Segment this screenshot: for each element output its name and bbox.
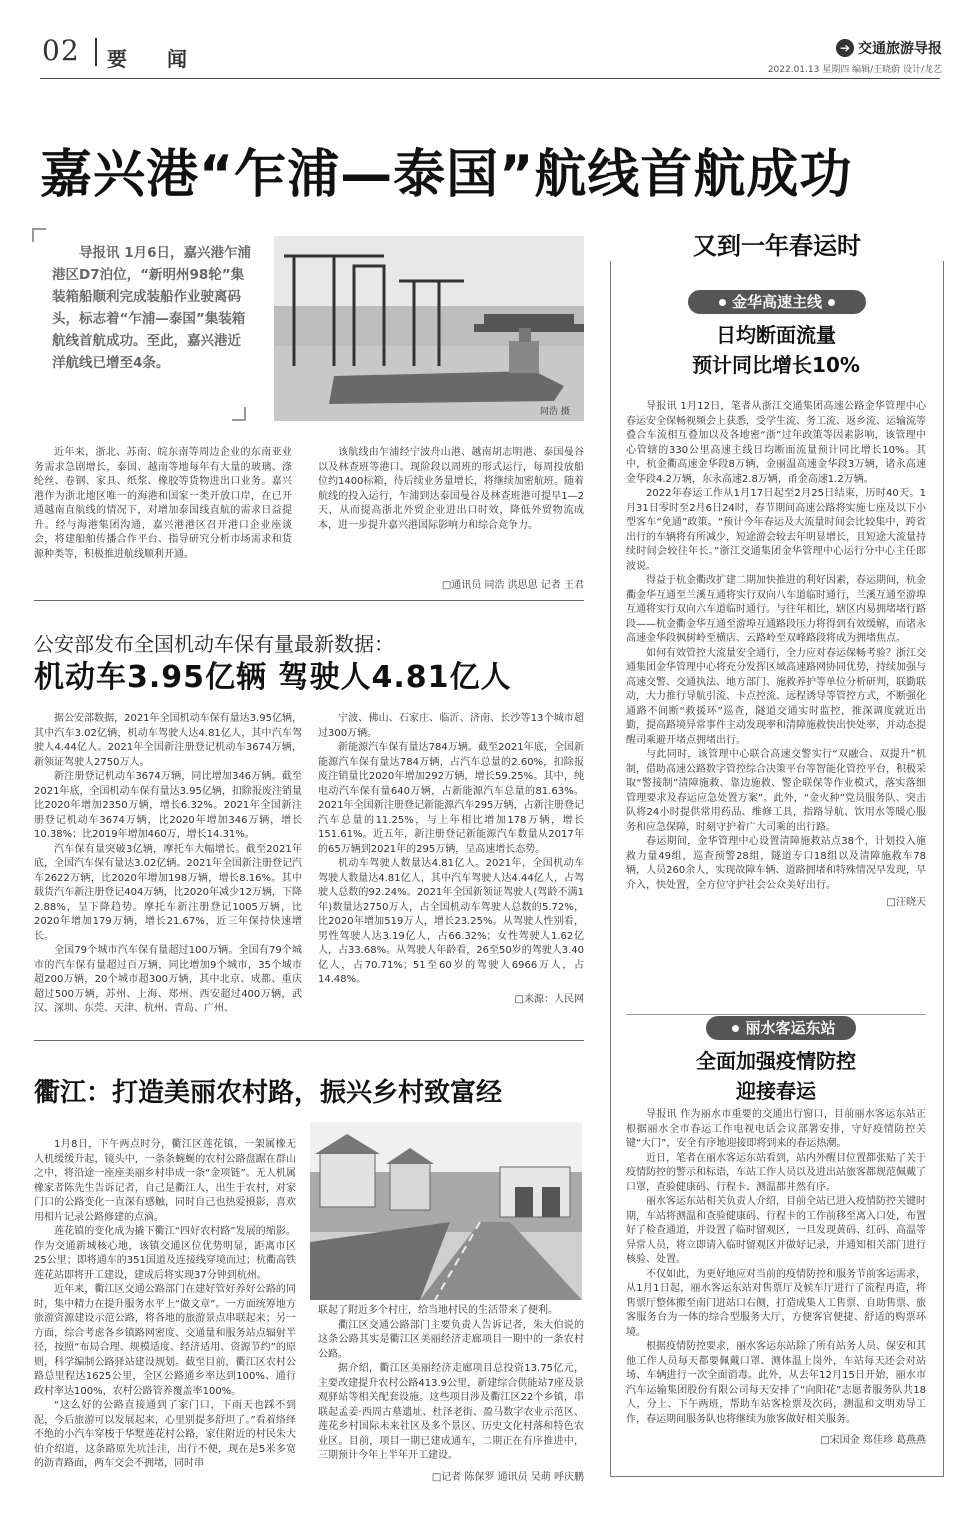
story3-paragraph: 联起了附近多个村庄，给当地村民的生活带来了便利。 xyxy=(318,1305,558,1316)
port-photo xyxy=(274,236,584,421)
sidebar-paragraph: 导报讯 作为丽水市重要的交通出行窗口，目前丽水客运东站正根据丽水全市春运工作电视电话会议部署安排，守好疫情防控关键“大门”，安全有序地迎接即将到来的春运热潮。 xyxy=(626,1109,926,1149)
story1-body-left: 近年来，浙北、苏南、皖东南等周边企业的东南亚业务需求急剧增长，泰国、越南等地每年有大量的玻璃、涤纶丝、卷钢、家具、纸浆、橡胶等货物进出口业务。嘉兴港作为浙北地区唯一的海港和国家一类开放口岸，在已开通越南直航线的情况下，对增加泰国线直航的需求日益提升。经与海港集团沟通，嘉兴港港区召开港口企业座谈会，将建船舶传播合作平台、指导研究分析市场需求和货源种类等，积极推进航线顺利开通。 xyxy=(34,447,292,560)
story2-byline: □来源：人民网 xyxy=(514,993,584,1005)
sidebar-part2-head-line: 迎接春运 xyxy=(736,1079,816,1103)
story1-body-right: 该航线由乍浦经宁波舟山港、越南胡志明港、泰国曼谷以及林查班等港口。现阶段以周班的形式运行，每周投放船位约1400标箱，待后续业务量增长，将继续加密航班。随着航线的投入运行，乍浦到达泰国曼谷及林查班港可提早1—2天，从而提高浙北外贸企业进出口时效，降低外贸物流成本，进一步提升嘉兴港国际影响力和综合竞争力。 xyxy=(318,447,584,531)
story1-headline: 嘉兴港“乍浦—泰国”航线首航成功 xyxy=(40,145,853,205)
story-divider xyxy=(34,600,584,601)
story3-column-2 xyxy=(318,1304,584,1483)
sidebar-paragraph: 得益于杭金衢改扩建二期加快推进的利好因素，春运期间，杭金衢金华互通至兰溪互通将实行双向八车道临时通行，兰溪互通至游埠互通将实行双向六车道临时通行。与往年相比，辖区内易拥堵堵行路段——杭金衢金华互通至游埠互通路段压力将得到有效缓解，而诸永高速金华段枫树岭至横店、云路岭至双峰路段将成为拥堵焦点。 xyxy=(626,575,926,644)
story2-paragraph: 宁波、佛山、石家庄、临沂、济南、长沙等13个城市超过300万辆。 xyxy=(318,713,584,739)
sidebar-part2-byline: □宋国金 郑佳珍 葛燕燕 xyxy=(820,1435,926,1446)
sidebar-paragraph: 与此同时，该管理中心联合高速交警实行“双融合、双提升”机制，借助高速公路数字管控综合决策平台等智能化管控平台，积极采取“警接制”清障施救、靠边施救、警企联保等作业模式，落实落细管理要求及春运应急处置方案”。此外，“金火种”党员服务队、突击队将24小时提供常用药品、维修工具，指路导航、饮用水等暖心服务和应急保障，时刻守护着广大司乘的出行路。 xyxy=(626,749,926,833)
logo-mark-icon: ➔ xyxy=(836,39,854,57)
story1-lead: 导报讯 1月6日，嘉兴港乍浦港区D7泊位，“新明州98轮”集装箱船顺利完成装船作业驶离码头，标志着“乍浦—泰国”集装箱航线首航成功。至此，嘉兴港近洋航线已增至4条。 xyxy=(52,245,251,371)
masthead-divider xyxy=(95,38,97,66)
sidebar-paragraph: 春运期间，金华管理中心设置清障施救站点38个，计划投入施救力量49组，巡查预警28组，隧道专口18组以及清障施救车78辆，人员260余人，实现故障车辆、道路拥堵和特殊情况早发现，早介入，快处置，全方位守护社会公众美好出行。 xyxy=(626,836,926,891)
sidebar-paragraph: 丽水客运东站相关负责人介绍，目前全站已进入疫情防控关键时期，车站将测温和查验健康码、行程卡的工作前移至离入口处，布置好了检查通道，并设置了临时留观区，一旦发现黄码、红码、高温等异常人员，将立即请入临时留观区并做好记录，并通知相关部门进行核验、处置。 xyxy=(626,1196,926,1265)
section-name: 要闻 xyxy=(107,47,227,71)
sidebar-paragraph: 根据疫情防控要求，丽水客运东站除了所有站务人员、保安和其他工作人员每天都要佩戴口罩、测体温上岗外，车站每天还会对站场、车辆进行一次全面消毒。此外，从去年12月15日开始，丽水市汽车运输集团股份有限公司每天安排了“向阳花”志愿者服务队共18人，分上、下午两班，帮助车站客检票及次码，测温和文明劝导工作，春运期间服务队也将继续为旅客做好相关服务。 xyxy=(626,1341,926,1425)
story2-paragraph: 新能源汽车保有量达784万辆。截至2021年底，全国新能源汽车保有量达784万辆，占汽车总量的2.60%，扣除报废注销量比2020年增加292万辆，增长59.25%。其中，纯电动汽车保有量640万辆，占新能源汽车总量的81.63%。2021年全国新注册登记新能源汽车295万辆，占新注册登记汽车总量的11.25%，与上年相比增加178万辆，增长151.61%。近五年，新注册登记新能源汽车数量从2017年的65万辆到2021年的295万辆，呈高速增长态势。 xyxy=(318,742,584,855)
dateline: 2022.01.13 星期四 编辑/王晓蔚 设计/龙艺 xyxy=(767,65,942,75)
story2-paragraph: 汽车保有量突破3亿辆，摩托车大幅增长。截至2021年底，全国汽车保有量达3.02亿辆。2021年全国新注册登记汽车2622万辆，比2020年增加198万辆，增长8.16%。其中载货汽车新注册登记404万辆，比2020年减少12万辆，下降2.88%，呈下降趋势。摩托车新注册登记1005万辆，比2020年增加179万辆，增长21.67%，近三年保持快速增长。 xyxy=(34,843,302,942)
pill-dot-icon xyxy=(828,299,835,306)
story2-paragraph: 据公安部数据，2021年全国机动车保有量达3.95亿辆，其中汽车3.02亿辆，机动车驾驶人达4.81亿人，其中汽车驾驶人4.44亿人。2021年全国新注册登记机动车3674万辆，新领证驾驶人2750万人。 xyxy=(34,713,302,768)
sidebar-paragraph: 不仅如此，为更好地应对当前的疫情防控和服务节前客运需求，从1月1日起，丽水客运东站对售票厅及候车厅进行了流程再造，将售票厅整体搬至南门进站口右侧，打造成集人工售票、自助售票、旅客服务台为一体的综合型服务大厅，方便客官便捷、舒适的购票环境。 xyxy=(626,1268,926,1338)
sidebar-part2-body xyxy=(626,1108,926,1446)
story3-paragraph: 莲花镇的变化成为撬下衢江“四好农村路”发展的缩影。作为交通新城核心地，该镇交通区位优势明显，距离市区25公里；即将通车的351国道及连接线穿境而过；杭衢高铁莲花站即将开工建设，建成后将实现37分钟到杭州。 xyxy=(34,1226,296,1281)
pill-dot-icon xyxy=(732,1025,739,1032)
story3-paragraph: 1月8日，下午两点时分，衢江区莲花镇，一架属橡无人机缓缓升起，镜头中，一条条蜿蜒的农村公路盘踞在群山之中，将沿途一座座美丽乡村串成一条“金项链”。无人机属橡家者陈先生告诉记者，自己是衢江人，出生于农村，对家门口的公路变化一直深有感触，同时自己也热爱摄影，喜欢用相片记录公路修建的点滴。 xyxy=(34,1139,296,1223)
pill-label: 丽水客运东站 xyxy=(745,1019,836,1037)
story3-paragraph: 衢江区交通公路部门主要负责人告诉记者，朱大伯说的这条公路其实是衢江区美丽经济走廊项目一期中的一条农村公路。 xyxy=(318,1319,584,1360)
pill-label: 金华高速主线 xyxy=(731,293,822,311)
story1-byline: □通讯员 同浩 洪思思 记者 王君 xyxy=(441,580,584,591)
sidebar-pill-lishui xyxy=(706,1016,856,1040)
sidebar-part2-head-line: 全面加强疫情防控 xyxy=(696,1049,856,1073)
story3-headline: 衢江：打造美丽农村路，振兴乡村致富经 xyxy=(34,1078,503,1108)
story2-headline: 机动车3.95亿辆 驾驶人4.81亿人 xyxy=(34,660,512,695)
sidebar-part1-head-line: 预计同比增长10% xyxy=(692,353,860,377)
sidebar-divider xyxy=(626,1014,926,1015)
sidebar-paragraph: 2022年春运工作从1月17日起至2月25日结束，历时40天。1月31日零时至2月6日24时，春节期间高速公路将实施七座及以下小型客车“免通”政策。“预计今年春运及大流量时间会比较集中，跨省出行的车辆将有所减少，短途游会较去年明显增长，且短途大流量持续时间会较往年长。”浙江交通集团金华管理中心运行分中心主任郎波说。 xyxy=(626,488,926,572)
sidebar-part2-head xyxy=(620,1046,932,1106)
story3-paragraph: 据介绍，衢江区美丽经济走廊项目总投资13.75亿元，主要改建提升农村公路413.9公里，新建综合供能站7座及景观驿站等相关配套设施。这些项目涉及衢江区22个乡镇，串联起孟姜·西周古墓遗址、杜泽老街、盈马数字农业示范区、莲花乡村国际未来社区及多个景区、历史文化村落和特色农业区。目前，项目一期已建成通车，二期正在有序推进中，三期预计今年上半年开工建设。 xyxy=(318,1363,584,1461)
story2-paragraph: 全国79个城市汽车保有量超过100万辆。全国有79个城市的汽车保有量超过百万辆，同比增加9个城市，35个城市超200万辆，20个城市超300万辆，其中北京、成都、重庆超过500万辆，苏州、上海、郑州、西安超过400万辆，武汉、深圳、东莞、天津、杭州、青岛、广州、 xyxy=(34,945,302,1014)
sidebar-paragraph: 如何有效管控大流量安全通行，全力应对春运保畅考验？浙江交通集团金华管理中心将充分发挥区域高速路网协同优势，持续加强与高速交警、交通执法、地方部门、施救养护等单位分析研判，联勤联动，大力推行导航引流、卡点控流、远程诱导等管控方式，不断强化通路不间断“救援环”巡查，隧道交通实时监控，推深调度就近出勤，提高路境异常事件主动发现率和清障施救快出快处率，并动态提醒司乘避开堵点拥堵出行。 xyxy=(626,647,926,746)
sidebar-part1-head-line: 日均断面流量 xyxy=(716,323,836,347)
page-number: 02 xyxy=(42,34,80,67)
rural-road-photo xyxy=(310,1122,582,1300)
story3-paragraph: 近年来，衢江区交通公路部门在建好管好养好公路的同时，集中精力在提升服务水平上“做文章”。一方面统筹地方旅游资源建设示范公路，将各地的旅游景点串联起来；另一方面，综合考虑各乡镇路网密度、交通量和服务站点辐射半径，按照“布局合理、规模适度、经济适用、资源节约”的原则，科学编制公路驿站建设规划。截至目前，衢江区农村公路总里程达1625公里，全区公路通乡率达到100%、通行政村率达100%，农村公路管养覆盖率100%。 xyxy=(34,1284,296,1397)
masthead-rule xyxy=(40,78,940,79)
pill-dot-icon xyxy=(719,299,726,306)
sidebar-pill-jinhua xyxy=(688,290,866,314)
story2-column-1 xyxy=(34,712,302,1017)
story2-column-2 xyxy=(318,712,584,1005)
sidebar-part1-body xyxy=(626,400,926,908)
newspaper-logo[interactable] xyxy=(836,38,942,58)
sidebar-title: 又到一年春运时 xyxy=(610,226,944,261)
port-photo-credit: 同浩 摄 xyxy=(540,407,570,417)
story2-paragraph: 新注册登记机动车3674万辆，同比增加346万辆。截至2021年底，全国机动车保有量达3.95亿辆，扣除报废注销量比2020年增加2350万辆，增长6.32%。2021年全国新注册登记机动车3674万辆，比2020年增加346万辆，增长10.38%；比2019年增加460万，增长14.31%。 xyxy=(34,771,302,840)
sidebar-paragraph: 导报讯 1月12日，笔者从浙江交通集团高速公路金华管理中心春运安全保畅视频会上获悉，受学生流、务工流、返乡流、运输流等叠合车流相互叠加以及各地密“浙”过年政策等因素影响，该管理中心管辖的330公里高速主线日均断面流量预计同比增长10%。其中，杭金衢高速金华段8万辆，金丽温高速金华段3万辆，诸永高速金华段4.2万辆，东永高速2.8万辆，甬金高速1.2万辆。 xyxy=(626,401,926,485)
sidebar-part1-byline: □汪晓天 xyxy=(886,897,926,908)
sidebar-part1-head xyxy=(620,320,932,380)
story-divider xyxy=(34,1040,584,1041)
story2-paragraph: 机动车驾驶人数量达4.81亿人。2021年，全国机动车驾驶人数量达4.81亿人，其中汽车驾驶人达4.44亿人，占驾驶人总数的92.24%。2021年全国新领证驾驶人(驾龄不满1年)数量达2750万人，占全国机动车驾驶人总数的5.72%，比2020年增加519万人，增长23.25%。从驾驶人性别看，男性驾驶人达3.19亿人，占66.32%；女性驾驶人1.62亿人，占33.68%。从驾驶人年龄看，26至50岁的驾驶人3.40亿人，占70.71%；51至60岁的驾驶人6966万人，占14.48%。 xyxy=(318,858,584,985)
story3-paragraph: “这么好的公路直接通到了家门口，下雨天也踩不到泥，今后旅游可以发展起来，心里别提多舒坦了。”看着络绎不绝的小汽车穿梭于华墅莲花村公路，家住附近的村民朱大伯介绍道，这条路原先坑洼洼，出行不便，现在是5米多宽的沥青路面，两车交会不拥堵，同时串 xyxy=(34,1400,296,1469)
story3-byline: □记者 陈保罗 通讯员 吴萌 呼庆鹏 xyxy=(431,1471,584,1483)
sidebar-paragraph: 近日，笔者在丽水客运东站看到，站内外醒目位置都张贴了关于疫情防控的警示和标语，车站工作人员以及进出站旅客都规范佩戴了口罩，查验健康码、行程卡、测温都井然有序。 xyxy=(626,1152,926,1193)
story1-lead-box xyxy=(32,228,251,421)
story2-kicker: 公安部发布全国机动车保有量最新数据： xyxy=(34,632,394,656)
logo-text: 交通旅游导报 xyxy=(858,41,942,57)
story3-column-1 xyxy=(34,1138,296,1472)
